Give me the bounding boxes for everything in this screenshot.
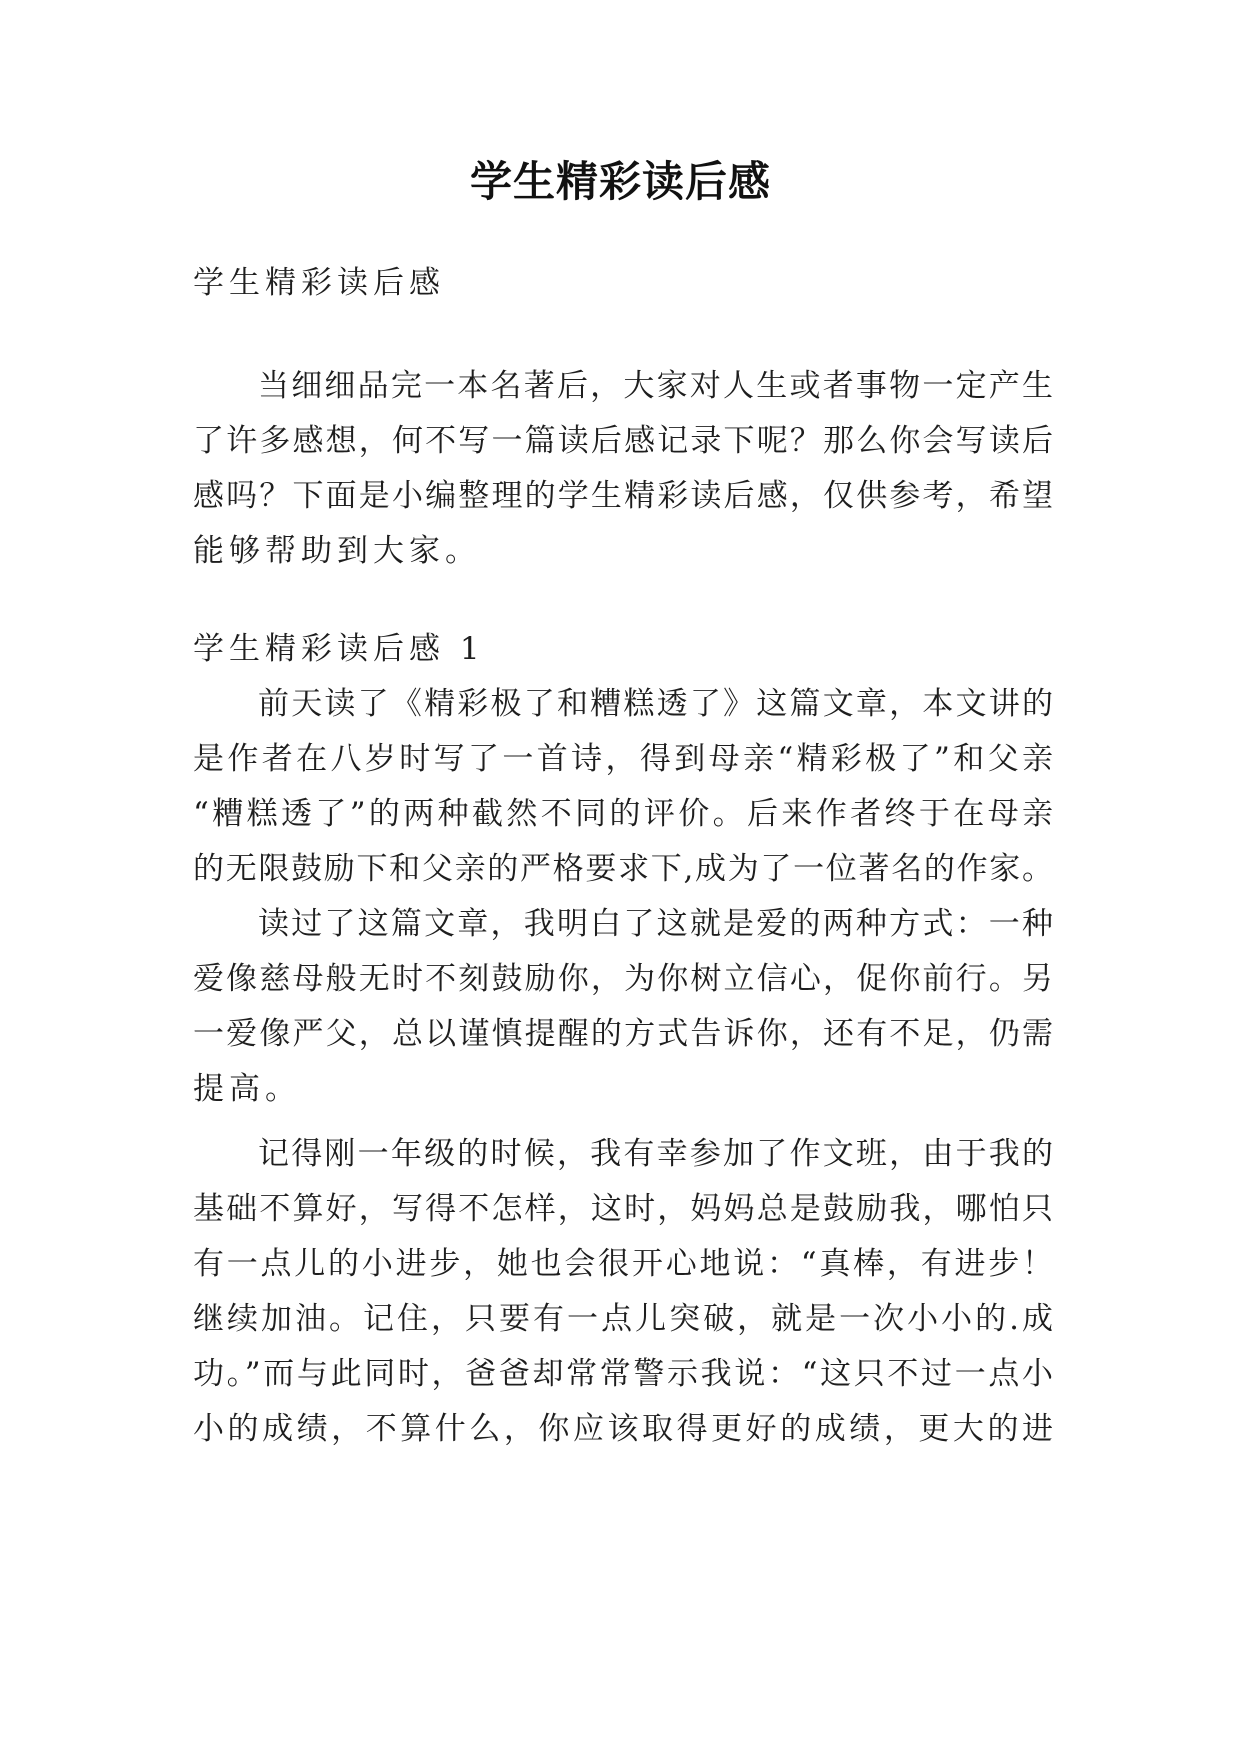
paragraph-line: 继续加油。记住，只要有一点儿突破，就是一次小小的.成 <box>193 1301 1053 1337</box>
intro-line: 能够帮助到大家。 <box>193 533 481 569</box>
paragraph-line: 记得刚一年级的时候，我有幸参加了作文班，由于我的 <box>258 1136 1053 1172</box>
intro-line: 感吗？下面是小编整理的学生精彩读后感，仅供参考，希望 <box>193 478 1053 514</box>
paragraph-line: 是作者在八岁时写了一首诗，得到母亲“精彩极了”和父亲 <box>193 741 1053 777</box>
paragraph-line: 的无限鼓励下和父亲的严格要求下,成为了一位著名的作家。 <box>193 851 1053 887</box>
paragraph-line: 前天读了《精彩极了和糟糕透了》这篇文章，本文讲的 <box>258 686 1053 722</box>
document-title: 学生精彩读后感 <box>469 157 771 206</box>
paragraph-line: 读过了这篇文章，我明白了这就是爱的两种方式：一种 <box>258 906 1053 942</box>
paragraph-line: 一爱像严父，总以谨慎提醒的方式告诉你，还有不足，仍需 <box>193 1016 1053 1052</box>
intro-line: 了许多感想，何不写一篇读后感记录下呢？那么你会写读后 <box>193 423 1053 459</box>
paragraph-line: 小的成绩，不算什么，你应该取得更好的成绩，更大的进 <box>193 1411 1053 1447</box>
section-heading: 学生精彩读后感 1 <box>193 631 485 667</box>
paragraph-line: 功。”而与此同时，爸爸却常常警示我说：“这只不过一点小 <box>193 1356 1053 1392</box>
paragraph-line: 爱像慈母般无时不刻鼓励你，为你树立信心，促你前行。另 <box>193 961 1053 997</box>
document-subtitle: 学生精彩读后感 <box>193 265 445 301</box>
paragraph-line: 提高。 <box>193 1071 301 1107</box>
paragraph-line: 有一点儿的小进步，她也会很开心地说：“真棒，有进步！ <box>193 1246 1053 1282</box>
intro-line: 当细细品完一本名著后，大家对人生或者事物一定产生 <box>258 368 1053 404</box>
paragraph-line: 基础不算好，写得不怎样，这时，妈妈总是鼓励我，哪怕只 <box>193 1191 1053 1227</box>
paragraph-line: “糟糕透了”的两种截然不同的评价。后来作者终于在母亲 <box>193 796 1053 832</box>
